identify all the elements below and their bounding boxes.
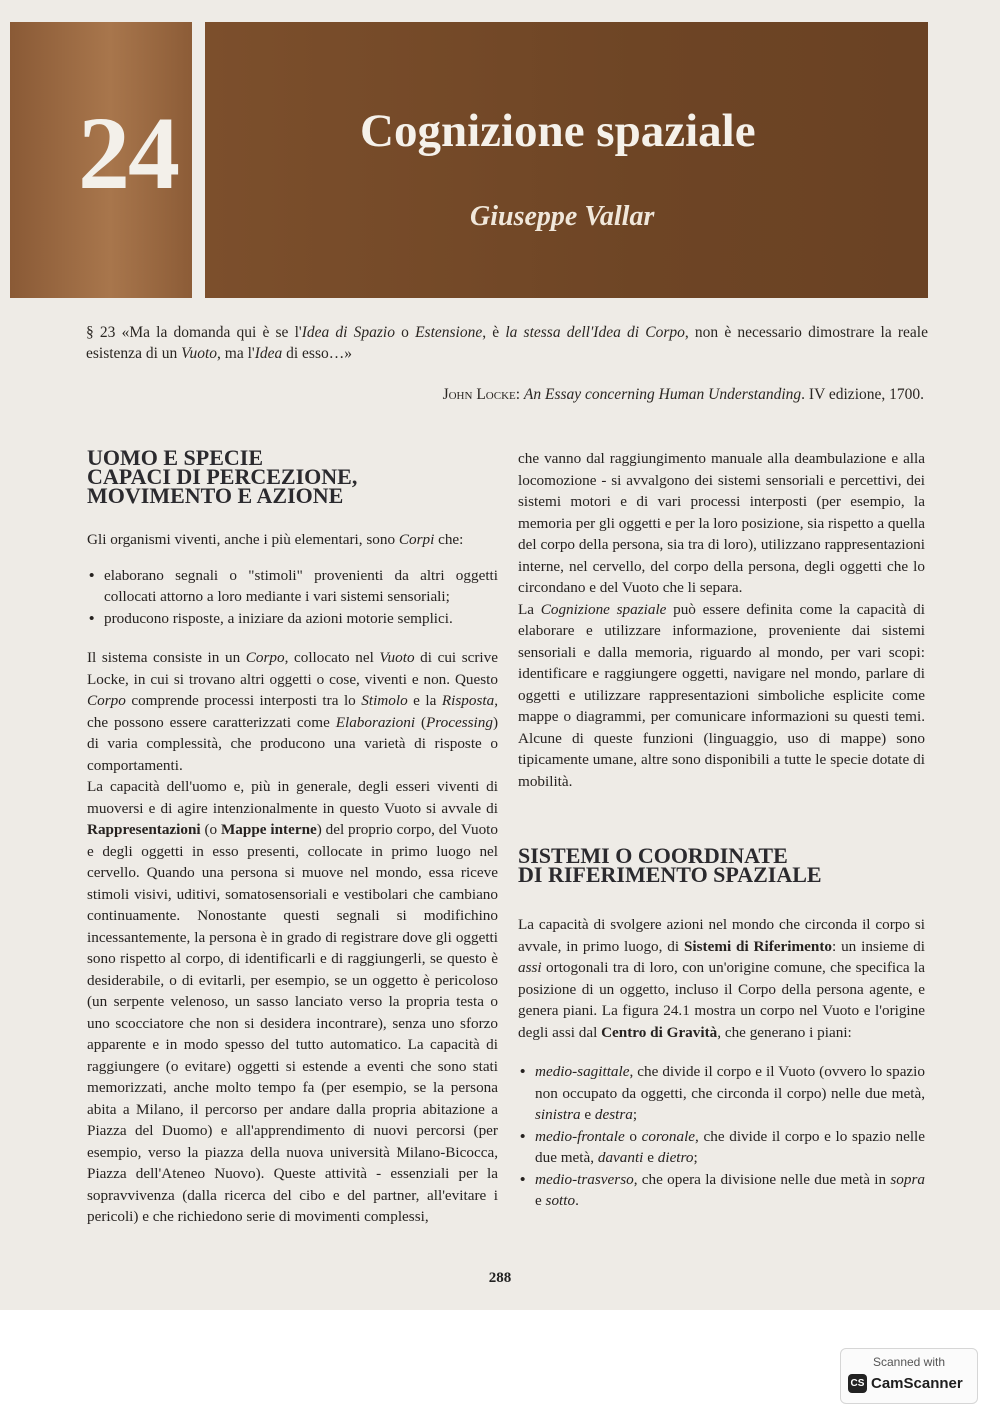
epigraph: § 23 «Ma la domanda qui è se l'Idea di Spazio o Estensione, è la stessa dell'Idea di Corpo, non è necessario dimostrare la reale esistenza di un Vuoto, ma l'Idea di esso…»: [86, 324, 928, 362]
camscanner-logo-icon: CS: [848, 1374, 867, 1393]
list-item: • medio-sagittale, che divide il corpo e il Vuoto (ovvero lo spazio non occupato da oggetti, che circonda il corpo) nelle due metà, sinistra e destra;: [518, 1061, 925, 1126]
epigraph-source: John Locke: An Essay concerning Human Understanding. IV edizione, 1700.: [442, 386, 924, 403]
right-column: [518, 448, 925, 1212]
paragraph: che vanno dal raggiungimento manuale alla deambulazione e alla locomozione - si avvalgono dei sistemi sensoriali e percettivi, dei sistemi motori e di vari processi interposti (per esempio, la memoria per gli oggetti e per la loro posizione, sia rispetto a quella del corpo della persona, sia tra di loro), utilizzano rappresentazioni interne, nel cervello, del corpo della persona, degli oggetti che lo circondano e del Vuoto che li separa.: [518, 450, 925, 596]
section-heading-uomo-specie: UOMO E SPECIE CAPACI DI PERCEZIONE, MOVIMENTO E AZIONE: [87, 445, 358, 508]
section-heading-sistemi-riferimento: SISTEMI O COORDINATE DI RIFERIMENTO SPAZIALE: [518, 843, 822, 887]
paragraph: Il sistema consiste in un Corpo, collocato nel Vuoto di cui scrive Locke, in cui si trovano altri oggetti o cose, viventi e non. Questo Corpo comprende processi interposti tra lo Stimolo e la Risposta, che possono essere caratterizzati come Elaborazioni (Processing) di varia complessità, che producono una varietà di risposte o comportamenti.: [87, 649, 499, 774]
chapter-author: Giuseppe Vallar: [470, 201, 655, 232]
chapter-title-banner: [205, 22, 928, 298]
page-number: 288: [488, 1270, 512, 1286]
left-column: [87, 445, 499, 1228]
camscanner-watermark: [840, 1348, 978, 1404]
list-item: • elaborano segnali o "stimoli" provenienti da altri oggetti collocati attorno a loro mediante i vari sistemi sensoriali;: [87, 565, 498, 608]
paragraph: Gli organismi viventi, anche i più elementari, sono Corpi che:: [87, 531, 464, 548]
watermark-brand: CamScanner: [871, 1375, 963, 1392]
watermark-caption: Scanned with: [872, 1355, 946, 1369]
paragraph: La Cognizione spaziale può essere definita come la capacità di elaborare e utilizzare informazione, proveniente dai sistemi sensoriali e dalla memoria, riguardo al mondo, per vari scopi: identificare e raggiungere oggetti, navigare nel mondo, parlare di oggetti e utilizzare rappresentazioni simboliche esplicite come mappe o diagrammi, per comunicare informazioni su questi temi. Alcune di queste funzioni (linguaggio, uso di mappe) sono tipicamente umane, altre sono disponibili a tutte le specie dotate di mobilità.: [518, 600, 925, 790]
paragraph: La capacità dell'uomo e, più in generale, degli esseri viventi di muoversi e di agire intenzionalmente in questo Vuoto si avvale di Rappresentazioni (o Mappe interne) del proprio corpo, del Vuoto e degli oggetti in esso presenti, collocate in primo luogo nel cervello. Quando una persona si muove nel mondo, essa riceve stimoli visivi, uditivi, somatosensoriali e vestibolari che cambiano continuamente. Nonostante questi segnali si modifichino incessantemente, la persona è in grado di registrare dove gli oggetti sono rispetto al corpo, di identificarli e di raggiungerli, se questo è desiderabile, o di evitarli, per esempio, se un oggetto è pericoloso (un serpente velenoso, un sasso lanciato verso la propria testa o uno scocciatore che non si desidera incontrare), senza uno sforzo apparente e in modo spesso del tutto automatico. La capacità di raggiungere (o evitare) oggetti si estende a eventi che sono stati memorizzati, anche molto tempo fa (per esempio, se la persona abita a Milano, il percorso per andare dalla propria abitazione a Piazza del Duomo) e all'apprendimento di nuovi percorsi (per esempio, verso la piazza della nuova università Milano-Bicocca, Piazza dell'Ateneo Nuovo). Queste attività - essenziali per la sopravvivenza (dalla ricerca del cibo e del partner, all'evitare i pericoli) e che richiedono serie di movimenti complessi,: [87, 778, 498, 1225]
chapter-title: Cognizione spaziale: [360, 105, 756, 157]
chapter-number: 24: [78, 96, 178, 211]
paragraph: La capacità di svolgere azioni nel mondo che circonda il corpo si avvale, in primo luogo, di Sistemi di Riferimento: un insieme di assi ortogonali tra di loro, con un'origine comune, che specifica la posizione di un oggetto, incluso il Corpo della persona agente, e genera piani. La figura 24.1 mostra un corpo nel Vuoto e l'origine degli assi dal Centro di Gravità, che generano i piani:: [518, 916, 925, 1041]
list-item: • producono risposte, a iniziare da azioni motorie semplici.: [87, 608, 498, 630]
list-item: • medio-trasverso, che opera la divisione nelle due metà in sopra e sotto.: [518, 1169, 925, 1212]
bullet-list: [87, 565, 498, 630]
bullet-list: [518, 1061, 925, 1212]
list-item: • medio-frontale o coronale, che divide il corpo e lo spazio nelle due metà, davanti e dietro;: [518, 1126, 925, 1169]
